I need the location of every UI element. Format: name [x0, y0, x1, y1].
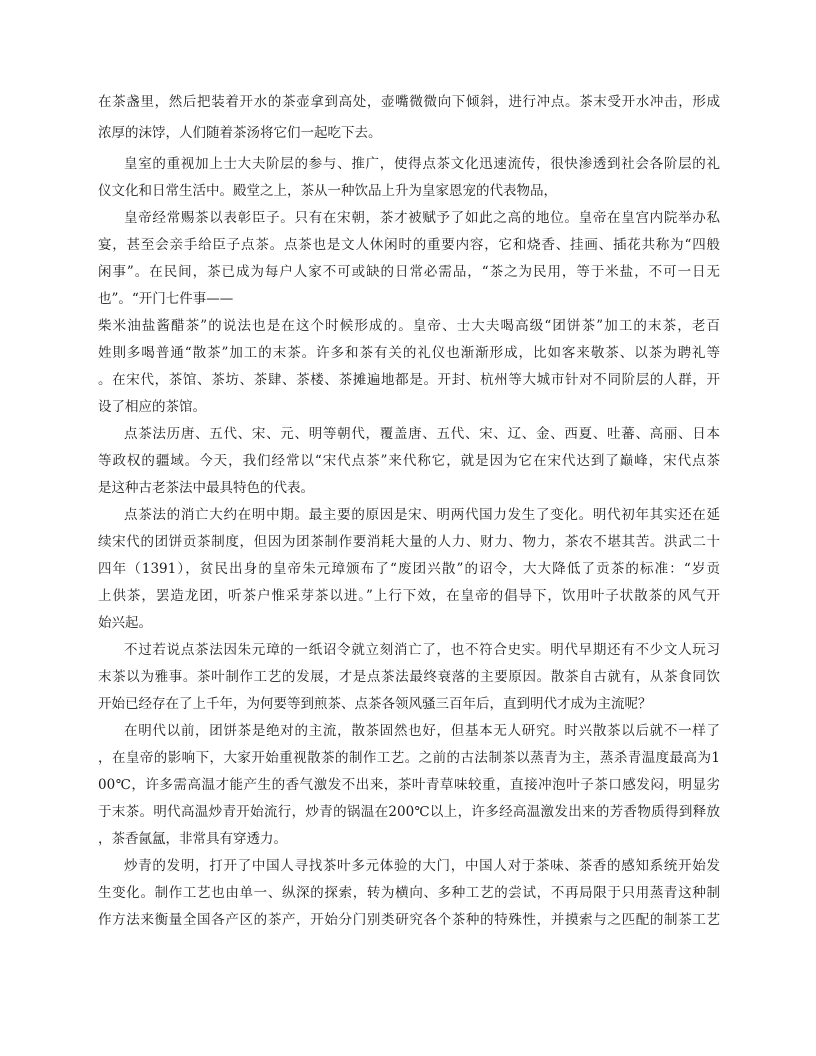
text-line: 仪文化和日常生活中。殿堂之上，茶从一种饮品上升为皇家恩宠的代表物品， — [98, 183, 557, 199]
text-line: 点茶法历唐、五代、宋、元、明等朝代，覆盖唐、五代、宋、辽、金、西夏、吐蕃、高丽、日本 — [124, 426, 720, 442]
text-line: 始兴起。 — [98, 615, 152, 631]
text-line: 设了相应的茶馆。 — [98, 399, 206, 415]
text-line: 在茶盏里，然后把装着开水的茶壶拿到高处，壶嘴微微向下倾斜，进行冲点。茶末受开水冲击，形成 — [98, 94, 720, 110]
text-line: 四年（1391），贫民出身的皇帝朱元璋颁布了“废团兴散”的诏令，大大降低了贡茶的标准：“岁贡 — [98, 561, 720, 577]
text-line: 也”。“开门七件事—— — [98, 291, 234, 307]
text-line: 浓厚的沫饽，人们随着茶汤将它们一起吃下去。 — [98, 125, 382, 141]
text-line: 宴，甚至会亲手给臣子点茶。点茶也是文人休闲时的重要内容，它和烧香、挂画、插花共称为“四般 — [98, 237, 720, 253]
text-line: 作方法来衡量全国各产区的茶产，开始分门别类研究各个茶种的特殊性，并摸索与之匹配的制茶工艺 — [98, 912, 720, 928]
text-line: 皇室的重视加上士大夫阶层的参与、推广，使得点茶文化迅速流传，很快渗透到社会各阶层的礼 — [124, 156, 720, 172]
text-line: 姓則多喝普通“散茶”加工的末茶。许多和茶有关的礼仪也渐渐形成，比如客来敬茶、以茶为聘礼等 — [98, 345, 720, 361]
text-line: 。在宋代，茶馆、茶坊、茶肆、茶楼、茶摊遍地都是。开封、杭州等大城市针对不同阶层的人群，开 — [98, 372, 720, 388]
text-line: 点茶法的消亡大约在明中期。最主要的原因是宋、明两代国力发生了变化。明代初年其实还在延 — [124, 507, 720, 523]
text-line: 开始已经存在了上千年，为何要等到煎茶、点茶各领风骚三百年后，直到明代才成为主流呢？ — [98, 696, 652, 712]
text-line: 生变化。制作工艺也由单一、纵深的探索，转为横向、多种工艺的尝试，不再局限于只用蒸青这种制 — [98, 885, 720, 901]
text-line: 于末茶。明代高温炒青开始流行，炒青的锅温在200℃以上，许多经高温激发出来的芳香物质得到释放 — [98, 804, 720, 820]
text-line: 上供茶，罢造龙团，听茶户惟采芽茶以进。”上行下效，在皇帝的倡导下，饮用叶子状散茶的风气开 — [98, 588, 720, 604]
text-line: 柴米油盐酱醋茶”的说法也是在这个时候形成的。皇帝、士大夫喝高级“团饼茶”加工的末茶，老百 — [98, 318, 720, 334]
text-line: 等政权的疆域。今天，我们经常以“宋代点茶”来代称它，就是因为它在宋代达到了巅峰，宋代点茶 — [98, 453, 720, 469]
text-line: 00℃，许多需高温才能产生的香气激发不出来，茶叶青草味较重，直接冲泡叶子茶口感发闷，明显劣 — [98, 777, 720, 793]
text-line: 炒青的发明，打开了中国人寻找茶叶多元体验的大门，中国人对于茶味、茶香的感知系统开始发 — [124, 858, 720, 874]
text-line: 续宋代的团饼贡茶制度，但因为团茶制作要消耗大量的人力、财力、物力，茶农不堪其苦。洪武二十 — [98, 534, 720, 550]
text-line: 闲事”。在民间，茶已成为每户人家不可或缺的日常必需品，“茶之为民用，等于米盐，不可一日无 — [98, 264, 720, 280]
text-line: ，在皇帝的影响下，大家开始重视散茶的制作工艺。之前的古法制茶以蒸青为主，蒸杀青温度最高为1 — [98, 750, 720, 766]
text-line: 不过若说点茶法因朱元璋的一纸诏令就立刻消亡了，也不符合史实。明代早期还有不少文人玩习 — [124, 642, 720, 658]
text-line: 在明代以前，团饼茶是绝对的主流，散茶固然也好，但基本无人研究。时兴散茶以后就不一样了 — [124, 723, 720, 739]
text-line: 末茶以为雅事。茶叶制作工艺的发展，才是点茶法最终衰落的主要原因。散茶自古就有，从茶食同饮 — [98, 669, 720, 685]
text-line: 皇帝经常赐茶以表彰臣子。只有在宋朝，茶才被赋予了如此之高的地位。皇帝在皇宫内院举办私 — [124, 210, 720, 226]
text-line: 是这种古老茶法中最具特色的代表。 — [98, 480, 314, 496]
text-line: ，茶香氤氲，非常具有穿透力。 — [98, 831, 287, 847]
